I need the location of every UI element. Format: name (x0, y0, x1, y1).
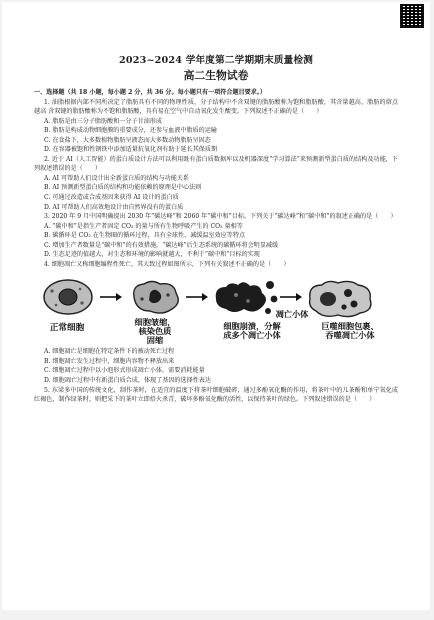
q2-option-d: D. AI 可帮助人们高效地设计由自然界没有的蛋白质 (44, 203, 184, 211)
q4-option-d: D. 细胞凋亡过程中有新蛋白质合成，体现了基因的选择性表达 (44, 377, 211, 385)
label-shrink-2: 核染色质 (138, 326, 172, 337)
label-fragment-2: 成多个凋亡小体 (223, 330, 281, 341)
q3-option-c: C. 增加生产者数量是“碳中和”的有效措施，“碳达峰”后生态系统的碳循环将会明显减缓 (44, 241, 279, 249)
q4-option-a: A. 细胞凋亡是细胞在特定条件下的被动死亡过程 (44, 348, 175, 356)
normal-cell-icon (38, 277, 98, 317)
label-fragment-1: 细胞崩溃，分解 (223, 321, 281, 332)
q4-stem: 4. 细胞凋亡又称细胞编程性死亡，其大致过程如图所示，下列有关叙述不正确的是（ ） (44, 260, 290, 268)
label-shrink-3: 固缩 (146, 335, 164, 346)
q4-option-b: B. 细胞凋亡发生过程中，细胞内容物不释放出来 (44, 357, 175, 365)
arrow-icon (186, 293, 208, 301)
qr-code-icon (400, 4, 424, 28)
label-macrophage-1: 巨噬细胞包裹、 (321, 321, 379, 332)
label-shrink-1: 细胞皱缩， (134, 317, 176, 328)
label-normal-cell: 正常细胞 (49, 323, 85, 334)
exam-page (2, 2, 430, 610)
q3-stem: 3. 2020 年 9 月中国明确提出 2030 年“碳达峰”和 2060 年“碳中和”目标。下列关于“碳达峰”和“碳中和”的叙述正确的是（ ） (44, 213, 397, 221)
question-content (34, 88, 398, 405)
arrow-icon (100, 293, 122, 301)
q1-stem: 1. 油脂根据内部不同所决定了脂肪具有不同的物理性质，分子结构中不含双键的脂肪酸称为饱和脂肪酸，其含量越高，脂肪的熔点越高 含双键的脂肪酸称为不饱和脂肪酸，具有易在空气中自动氧化发生酸变。下列叙述不正确的是（ ） (34, 98, 398, 116)
apoptosis-figure (34, 271, 398, 345)
q3-option-d: D. 生态足迹的值越大，对生态和环境的影响就越大，不利于“碳中和”目标的实现 (44, 251, 260, 259)
arrow-icon (280, 293, 302, 301)
q3-option-a: A. “碳中和”是指生产者固定 CO₂ 的量与所有生物呼吸产生的 CO₂ 量相等 (44, 222, 243, 230)
exam-subtitle: 高二生物试卷 (183, 69, 249, 82)
q2-option-a: A. AI 可帮助人们设计出全新蛋白质的结构与功能关系 (44, 174, 189, 182)
exam-title: 2023~2024 学年度第二学期期末质量检测 (118, 55, 314, 66)
q1-option-d: D. 在容器被饱和性钢铁中添加适量抗氧化剂有助于延长其保质期 (44, 146, 218, 154)
q5-stem: 5. 东梁多中国的传统文化，制作茶时，在适宜的温度下将茶叶细胞破碎，通过多酚氧化酶的作用，将茶叶中的儿茶酚和单宁氧化成红褐色，制作绿茶时，则把采下的茶叶立即焙火杀青，破坏多酚氧化酶的活性，以保持茶叶的绿色。下列叙述错误的是（ ） (34, 386, 398, 404)
q2-option-c: C. 可通过改造或合成基因来获得 AI 设计的蛋白质 (44, 194, 179, 202)
q2-option-b: B. AI 预测新型蛋白质的结构和功能依赖的原理是中心法则 (44, 184, 202, 192)
q1-option-a: A. 脂肪是由三分子脂肪酸和一分子甘油形成 (44, 117, 162, 125)
q4-option-c: C. 细胞凋亡过程中以小泡形式形成凋亡小体，需要消耗能量 (44, 367, 205, 375)
q1-option-c: C. 在食盐下，大多数植物脂肪呈液态而大多数动物脂肪呈固态 (44, 136, 211, 144)
q2-stem: 2. 近于 AI（人工智能）的蛋白质设计方法可以利用既有蛋白质数据库以及机器深度“学习算法”来预测新型蛋白质的结构及功能，下列叙述错误的是（ ） (34, 155, 398, 173)
shrunken-cell-icon (126, 277, 184, 317)
q3-option-b: B. 碳循环是 CO₂ 在生物圈的循环过程，具有全球性、减缓温室效应等特点 (44, 232, 246, 240)
section-heading: 一、选择题（共 18 小题，每小题 2 分，共 36 分。每小题只有一项符合题目要求。） (34, 89, 266, 96)
q1-option-b: B. 脂肪是构成动物细胞膜的重要成分，还参与血液中脂质的运输 (44, 127, 217, 135)
label-macrophage-2: 吞噬凋亡小体 (325, 330, 375, 341)
label-apoptotic-body: 凋亡小体 (275, 309, 309, 320)
